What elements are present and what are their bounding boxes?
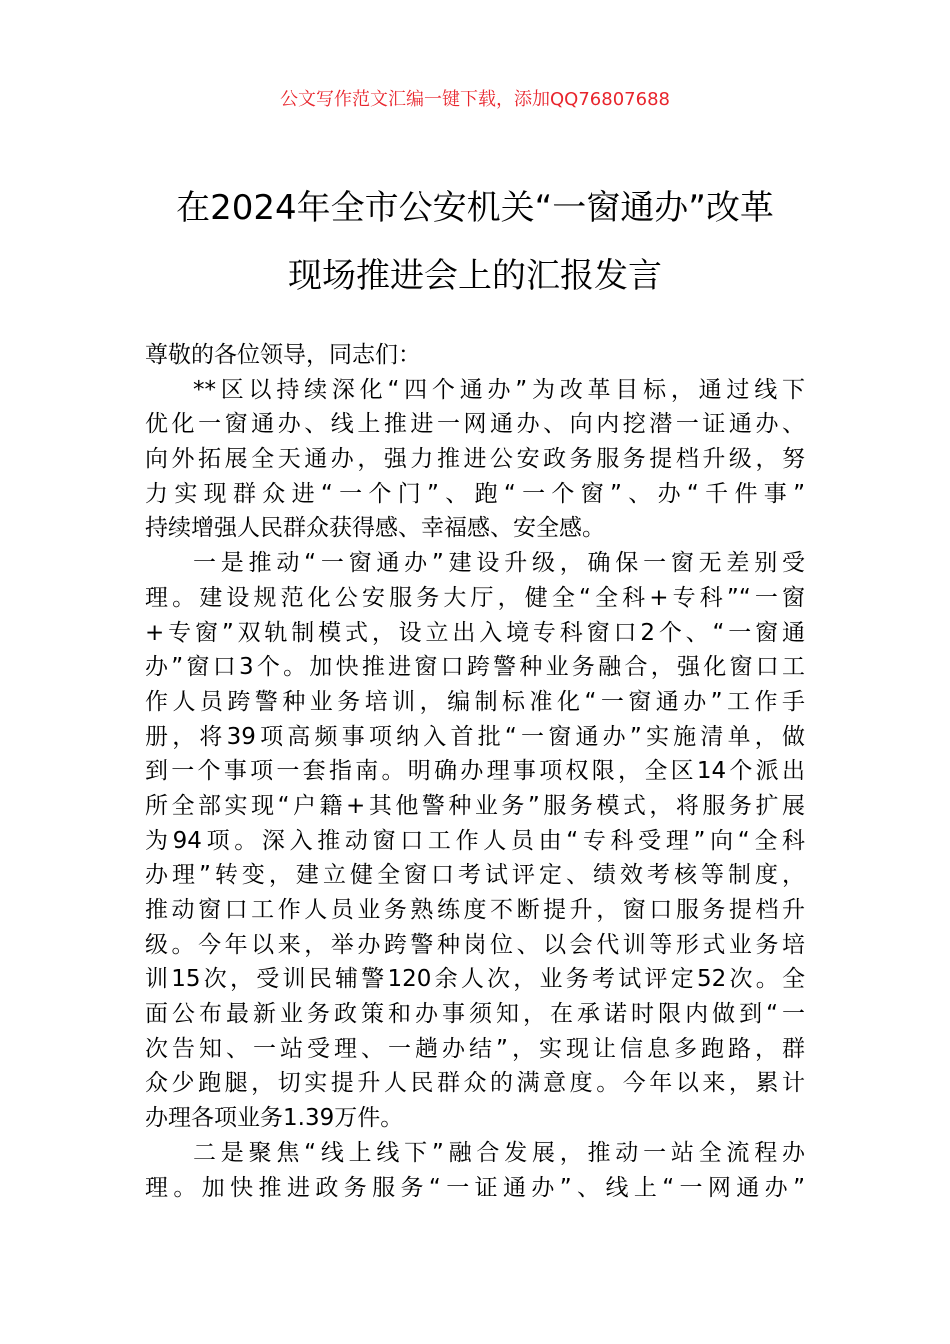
text-line: 尊敬的各位领导，同志们：	[145, 342, 421, 368]
text-line: 理。加快推进政务服务“一证通办”、线上“一网通办”	[145, 1174, 805, 1201]
text-line: 次告知、一站受理、一趟办结”，实现让信息多跑路，群	[145, 1035, 805, 1062]
paragraph	[145, 373, 805, 546]
text-line: 级。今年以来，举办跨警种岗位、以会代训等形式业务培	[145, 931, 805, 958]
text-line: 为94项。深入推动窗口工作人员由“专科受理”向“全科	[145, 827, 805, 854]
text-line: 作人员跨警种业务培训，编制标准化“一窗通办”工作手	[145, 688, 805, 715]
text-line: 一是推动“一窗通办”建设升级，确保一窗无差别受	[193, 550, 805, 577]
text-line: 众少跑腿，切实提升人民群众的满意度。今年以来，累计	[145, 1070, 805, 1097]
text-line: 办”窗口3个。加快推进窗口跨警种业务融合，强化窗口工	[145, 654, 805, 681]
text-line: 训15次，受训民辅警120余人次，业务考试评定52次。全	[145, 966, 805, 993]
document-body	[145, 338, 805, 1205]
text-line: 办理各项业务1.39万件。	[145, 1105, 404, 1132]
promo-header: 公文写作范文汇编一键下载，添加QQ76807688	[280, 89, 670, 110]
paragraph	[145, 1136, 805, 1205]
paragraph	[145, 546, 805, 1136]
text-line: 持续增强人民群众获得感、幸福感、安全感。	[145, 515, 605, 542]
document-title-line-2: 现场推进会上的汇报发言	[288, 256, 662, 296]
text-line: 办理”转变，建立健全窗口考试评定、绩效考核等制度，	[145, 862, 805, 889]
text-line: 二是聚焦“线上线下”融合发展，推动一站全流程办	[193, 1139, 805, 1166]
text-line: 面公布最新业务政策和办事须知，在承诺时限内做到“一	[145, 1001, 805, 1028]
text-line: 向外拓展全天通办，强力推进公安政务服务提档升级，努	[145, 446, 805, 473]
text-line: **区以持续深化“四个通办”为改革目标，通过线下	[193, 376, 805, 403]
document-title-line-1: 在2024年全市公安机关“一窗通办”改革	[176, 188, 774, 228]
salutation	[145, 338, 805, 373]
text-line: 到一个事项一套指南。明确办理事项权限，全区14个派出	[145, 758, 805, 785]
text-line: 理。建设规范化公安服务大厅，健全“全科+专科”“一窗	[145, 584, 805, 611]
text-line: 优化一窗通办、线上推进一网通办、向内挖潜一证通办、	[145, 411, 805, 438]
text-line: 力实现群众进“一个门”、跑“一个窗”、办“千件事”	[145, 480, 805, 507]
text-line: 推动窗口工作人员业务熟练度不断提升，窗口服务提档升	[145, 897, 805, 923]
text-line: 册，将39项高频事项纳入首批“一窗通办”实施清单，做	[145, 723, 805, 750]
text-line: 所全部实现“户籍+其他警种业务”服务模式，将服务扩展	[145, 792, 805, 819]
text-line: +专窗”双轨制模式，设立出入境专科窗口2个、“一窗通	[145, 619, 805, 646]
